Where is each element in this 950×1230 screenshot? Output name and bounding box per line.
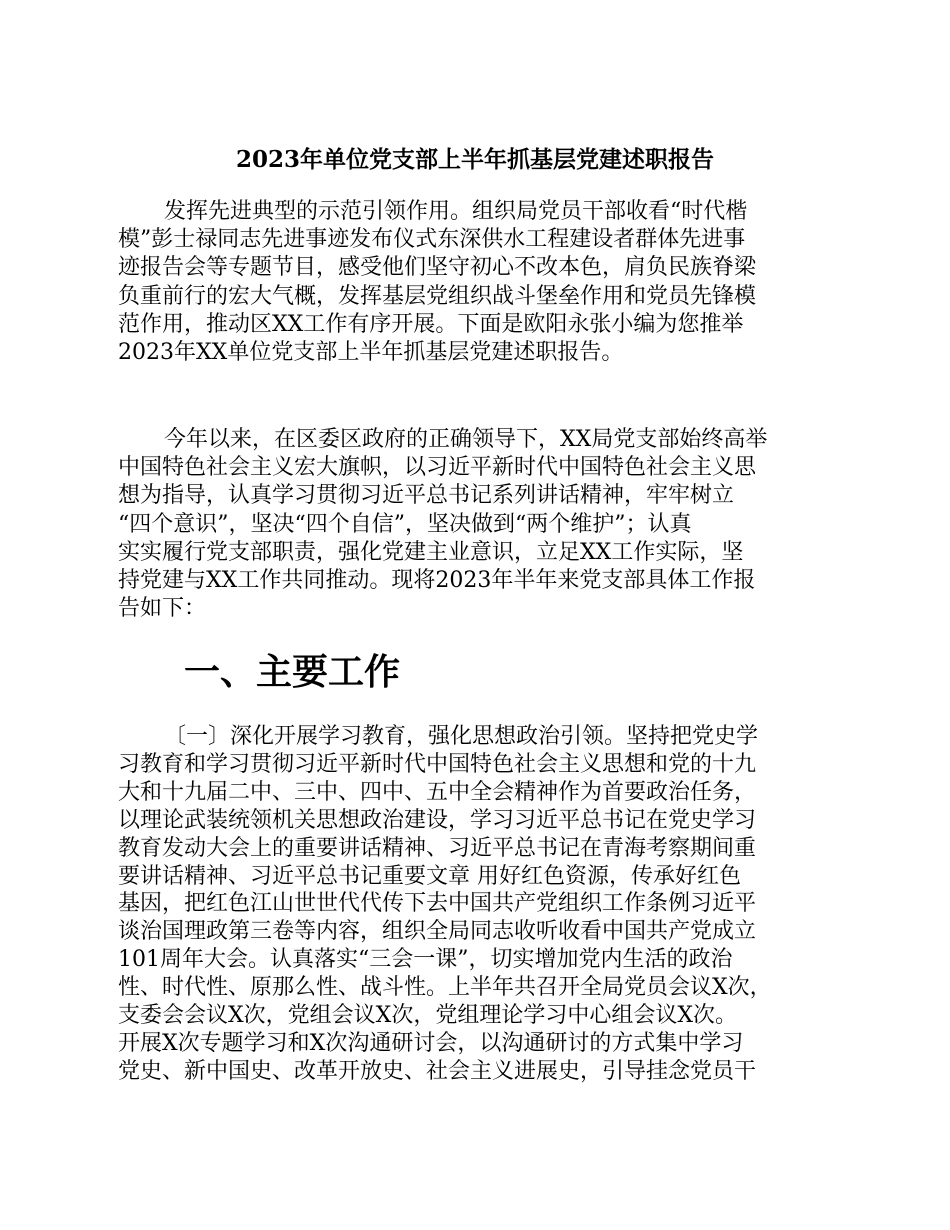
section-paragraph [118, 723, 838, 1086]
document-title: 2023年单位党支部上半年抓基层党建述职报告 [235, 146, 714, 173]
opening-line: 中国特色社会主义宏大旗帜，以习近平新时代中国特色社会主义思 [118, 455, 757, 481]
intro-line: 发挥先进典型的示范引领作用。组织局党员干部收看“时代楷 [164, 199, 748, 224]
intro-line: 迹报告会等专题节目，感受他们坚守初心不改本色，肩负民族脊梁 [118, 255, 757, 281]
intro-line: 负重前行的宏大气概，发挥基层党组织战斗堡垒作用和党员先锋模 [118, 283, 757, 309]
opening-line: “四个意识”，坚决“四个自信”，坚决做到“两个维护”；认真 [118, 511, 692, 537]
opening-line: 想为指导，认真学习贯彻习近平总书记系列讲话精神，牢牢树立 [118, 483, 735, 509]
section-line: 101周年大会。认真落实“三会一课”，切实增加党内生活的政治 [118, 947, 733, 973]
intro-line: 模”彭士禄同志先进事迹发布仪式东深供水工程建设者群体先进事 [118, 227, 746, 253]
section-line: 要讲话精神、习近平总书记重要文章 用好红色资源，传承好红色 [118, 863, 741, 889]
section-line: 习教育和学习贯彻习近平新时代中国特色社会主义思想和党的十九 [118, 751, 757, 777]
section-line: 性、时代性、原那么性、战斗性。上半年共召开全局党员会议X次， [118, 975, 772, 1001]
section-line: 支委会会议X次，党组会议X次，党组理论学习中心组会议X次。 [118, 1003, 737, 1029]
section-line: 以理论武装统领机关思想政治建设，学习习近平总书记在党史学习 [118, 807, 757, 833]
section-line: 基因，把红色江山世世代代传下去中国共产党组织工作条例习近平 [118, 891, 757, 917]
section-line: 谈治国理政第三卷等内容，组织全局同志收听收看中国共产党成立 [118, 919, 757, 945]
opening-line: 告如下： [118, 596, 207, 622]
opening-line: 实实履行党支部职责，强化党建主业意识，立足XX工作实际，坚 [118, 539, 744, 565]
intro-line: 2023年XX单位党支部上半年抓基层党建述职报告。 [118, 340, 624, 366]
section-line: 教育发动大会上的重要讲话精神、习近平总书记在青海考察期间重 [118, 835, 757, 861]
section-heading: 一、主要工作 [184, 652, 401, 693]
section-line: 开展X次专题学习和X次沟通研讨会，以沟通研讨的方式集中学习 [118, 1030, 744, 1056]
opening-paragraph [118, 426, 838, 623]
intro-paragraph [118, 198, 838, 367]
intro-line: 范作用，推动区XX工作有序开展。下面是欧阳永张小编为您推举 [118, 311, 744, 337]
section-line: 〔一〕深化开展学习教育，强化思想政治引领。坚持把党史学 [164, 724, 759, 749]
section-line: 大和十九届二中、三中、四中、五中全会精神作为首要政治任务， [118, 779, 757, 805]
section-line: 党史、新中国史、改革开放史、社会主义进展史，引导挂念党员干 [118, 1058, 757, 1084]
opening-line: 持党建与XX工作共同推动。现将2023年半年来党支部具体工作报 [118, 568, 756, 594]
opening-line: 今年以来，在区委区政府的正确领导下，XX局党支部始终高举 [164, 427, 768, 452]
